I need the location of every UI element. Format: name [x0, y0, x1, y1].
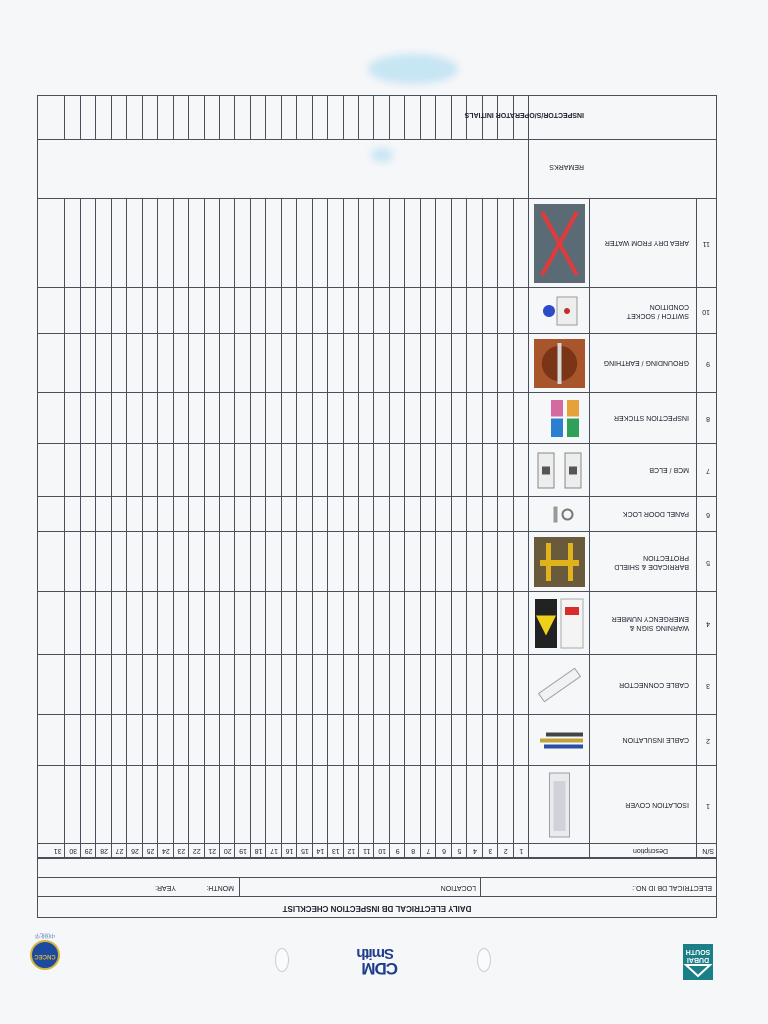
day-header-21: 21	[208, 847, 217, 854]
day-col-rule-19	[234, 199, 235, 858]
day-header-6: 6	[442, 847, 446, 854]
mcb-elcb-photo-svg	[532, 447, 587, 494]
form-title: DAILY ELECTRICAL DB INSPECTION CHECKLIST	[282, 904, 472, 913]
pic-col-rule	[528, 95, 529, 858]
day-col-rule-1	[513, 199, 514, 858]
day-col-rule-11	[358, 199, 359, 858]
month-label: MONTH:	[206, 884, 234, 891]
day-initial-rule-7	[420, 95, 421, 140]
day-col-rule-27	[111, 199, 112, 858]
day-initial-rule-10	[373, 95, 374, 140]
day-col-rule-5	[451, 199, 452, 858]
row-rule-2	[37, 714, 717, 715]
day-col-rule-25	[142, 199, 143, 858]
day-initial-rule-22	[188, 95, 189, 140]
dry-area-photo	[532, 202, 587, 285]
row-rule-11	[37, 198, 717, 199]
day-initial-rule-15	[296, 95, 297, 140]
item-sn-3: 3	[706, 682, 710, 689]
day-initial-rule-8	[404, 95, 405, 140]
day-initial-rule-26	[126, 95, 127, 140]
cable-insulation-photo-svg	[532, 718, 587, 763]
day-col-rule-17	[265, 199, 266, 858]
day-header-31: 31	[53, 847, 62, 854]
cdm-smith-line2: Smith	[357, 945, 394, 962]
inspection-sticker-photo-svg	[532, 396, 587, 441]
day-initial-rule-6	[435, 95, 436, 140]
row-rule-4	[37, 591, 717, 592]
scan-smudge-1	[368, 54, 458, 84]
day-header-5: 5	[457, 847, 462, 854]
cncec-chinese: 中国化学	[35, 932, 56, 938]
day-col-rule-26	[126, 199, 127, 858]
day-col-rule-12	[343, 199, 344, 858]
day-header-3: 3	[488, 847, 493, 854]
day-initial-rule-13	[327, 95, 328, 140]
day-initial-rule-11	[358, 95, 359, 140]
day-col-rule-24	[157, 199, 158, 858]
row-rule-6	[37, 496, 717, 497]
day-initial-rule-21	[204, 95, 205, 140]
row-rule-5	[37, 531, 717, 532]
day-header-16: 16	[285, 847, 294, 854]
day-col-rule-9	[389, 199, 390, 858]
db-id-label: ELECTRICAL DB ID NO.:	[632, 884, 712, 891]
day-initial-rule-27	[111, 95, 112, 140]
desc-col-rule	[589, 199, 590, 858]
day-header-25: 25	[146, 847, 155, 854]
day-initial-rule-25	[142, 95, 143, 140]
day-initial-rule-5	[451, 95, 452, 140]
row-rule-9	[37, 333, 717, 334]
item-description-4: WARNING SIGN & EMERGENCY NUMBER	[611, 615, 689, 632]
header-rule	[37, 843, 717, 844]
switch-socket-photo-svg	[532, 291, 587, 331]
item-sn-7: 7	[706, 467, 710, 475]
row-rule-10	[37, 287, 717, 288]
day-header-28: 28	[100, 847, 108, 854]
day-header-26: 26	[131, 847, 139, 854]
item-sn-9: 9	[706, 360, 710, 368]
day-initial-rule-17	[265, 95, 266, 140]
day-col-rule-21	[204, 199, 205, 858]
day-header-15: 15	[301, 847, 309, 854]
day-header-24: 24	[161, 847, 170, 854]
day-header-19: 19	[239, 847, 248, 854]
day-col-rule-16	[281, 199, 282, 858]
isolation-cover-photo-svg	[532, 769, 587, 841]
day-col-rule-18	[250, 199, 251, 858]
day-initial-rule-30	[64, 95, 65, 140]
item-description-3: CABLE CONNECTOR	[619, 681, 689, 688]
row-rule-7	[37, 443, 717, 444]
day-initial-rule-19	[234, 95, 235, 140]
day-col-rule-10	[373, 199, 374, 858]
day-initial-rule-23	[173, 95, 174, 140]
day-col-rule-2	[497, 199, 498, 858]
barricade-photo	[532, 535, 587, 589]
item-description-9: GROUNDING / EARTHING	[603, 359, 689, 367]
day-initial-rule-28	[95, 95, 96, 140]
item-sn-8: 8	[706, 415, 710, 423]
day-col-rule-23	[173, 199, 174, 858]
day-header-18: 18	[254, 847, 263, 854]
day-header-20: 20	[223, 847, 232, 854]
cable-insulation-photo	[532, 718, 587, 763]
item-sn-1: 1	[706, 802, 710, 809]
description-header: Description	[632, 847, 668, 854]
day-col-rule-6	[435, 199, 436, 858]
sn-col-rule	[696, 199, 697, 858]
day-header-12: 12	[347, 847, 356, 854]
cdm-smith-line1: CDM	[362, 959, 398, 978]
barricade-photo-svg	[532, 535, 587, 589]
day-header-17: 17	[270, 847, 278, 854]
day-col-rule-29	[80, 199, 81, 858]
dubai-south-text-2: SOUTH	[685, 948, 711, 955]
day-header-11: 11	[363, 847, 371, 854]
day-header-27: 27	[115, 847, 124, 854]
row-rule-1	[37, 765, 717, 766]
item-description-1: ISOLATION COVER	[625, 801, 689, 808]
item-sn-4: 4	[706, 620, 710, 628]
day-col-rule-8	[404, 199, 405, 858]
item-sn-11: 11	[702, 240, 710, 248]
day-header-23: 23	[177, 847, 186, 854]
door-lock-photo-svg	[532, 500, 587, 529]
dry-area-photo-svg	[532, 202, 587, 285]
switch-socket-photo	[532, 291, 587, 331]
item-description-7: MCB / ELCB	[649, 466, 689, 474]
cncec-text: CNCEC	[34, 953, 56, 959]
day-initial-rule-9	[389, 95, 390, 140]
day-initial-rule-16	[281, 95, 282, 140]
day-initial-rule-18	[250, 95, 251, 140]
day-header-30: 30	[69, 847, 78, 854]
day-col-rule-7	[420, 199, 421, 858]
door-lock-photo	[532, 500, 587, 529]
day-header-4: 4	[472, 847, 477, 854]
day-header-8: 8	[411, 847, 416, 854]
day-col-rule-15	[296, 199, 297, 858]
item-description-6: PANEL DOOR LOCK	[622, 510, 689, 518]
warning-sign-photo-svg	[532, 595, 587, 652]
day-col-rule-4	[466, 199, 467, 858]
day-col-rule-30	[64, 199, 65, 858]
day-header-22: 22	[192, 847, 201, 854]
day-header-1: 1	[519, 847, 524, 854]
inspection-sticker-photo	[532, 396, 587, 441]
day-col-rule-3	[482, 199, 483, 858]
item-description-2: CABLE INSULATION	[622, 736, 689, 744]
sn-header: S/N	[702, 847, 714, 854]
location-label: LOCATION	[440, 884, 476, 891]
mcb-elcb-photo	[532, 447, 587, 494]
remarks-header: REMARKS	[549, 163, 584, 170]
day-initial-rule-14	[312, 95, 313, 140]
row-rule-3	[37, 654, 717, 655]
cable-connector-photo-svg	[532, 658, 587, 712]
item-sn-10: 10	[702, 308, 710, 315]
day-col-rule-22	[188, 199, 189, 858]
year-label: YEAR:	[154, 884, 176, 891]
initials-header: INSPECTOR/S/OPERATOR INITIALS	[464, 111, 584, 118]
day-header-10: 10	[378, 847, 387, 854]
day-initial-rule-12	[343, 95, 344, 140]
item-description-8: INSPECTION STICKER	[613, 414, 689, 422]
scan-smudge-2	[371, 148, 393, 162]
day-initial-rule-24	[157, 95, 158, 140]
item-sn-6: 6	[706, 511, 710, 519]
remarks-rule	[37, 139, 717, 140]
item-description-11: AREA DRY FROM WATER	[604, 239, 689, 247]
day-col-rule-28	[95, 199, 96, 858]
item-description-10: SWITCH / SOCKET CONDITION	[626, 303, 689, 319]
day-initial-rule-29	[80, 95, 81, 140]
isolation-cover-photo	[532, 769, 587, 841]
day-col-rule-13	[327, 199, 328, 858]
grounding-photo-svg	[532, 337, 587, 390]
day-header-13: 13	[331, 847, 340, 854]
dubai-south-text-1: DUBAI	[686, 956, 710, 963]
day-header-7: 7	[426, 847, 431, 854]
row-rule-8	[37, 392, 717, 393]
day-header-2: 2	[503, 847, 508, 854]
day-header-29: 29	[84, 847, 93, 854]
warning-sign-photo	[532, 595, 587, 652]
day-initial-rule-20	[219, 95, 220, 140]
item-sn-5: 5	[706, 559, 710, 566]
day-col-rule-20	[219, 199, 220, 858]
day-header-14: 14	[316, 847, 325, 854]
day-header-9: 9	[395, 847, 400, 854]
item-description-5: BARRICADE & SHIELD PROTECTION	[614, 554, 689, 570]
grounding-photo	[532, 337, 587, 390]
day-col-rule-14	[312, 199, 313, 858]
cable-connector-photo	[532, 658, 587, 712]
item-sn-2: 2	[706, 737, 710, 745]
